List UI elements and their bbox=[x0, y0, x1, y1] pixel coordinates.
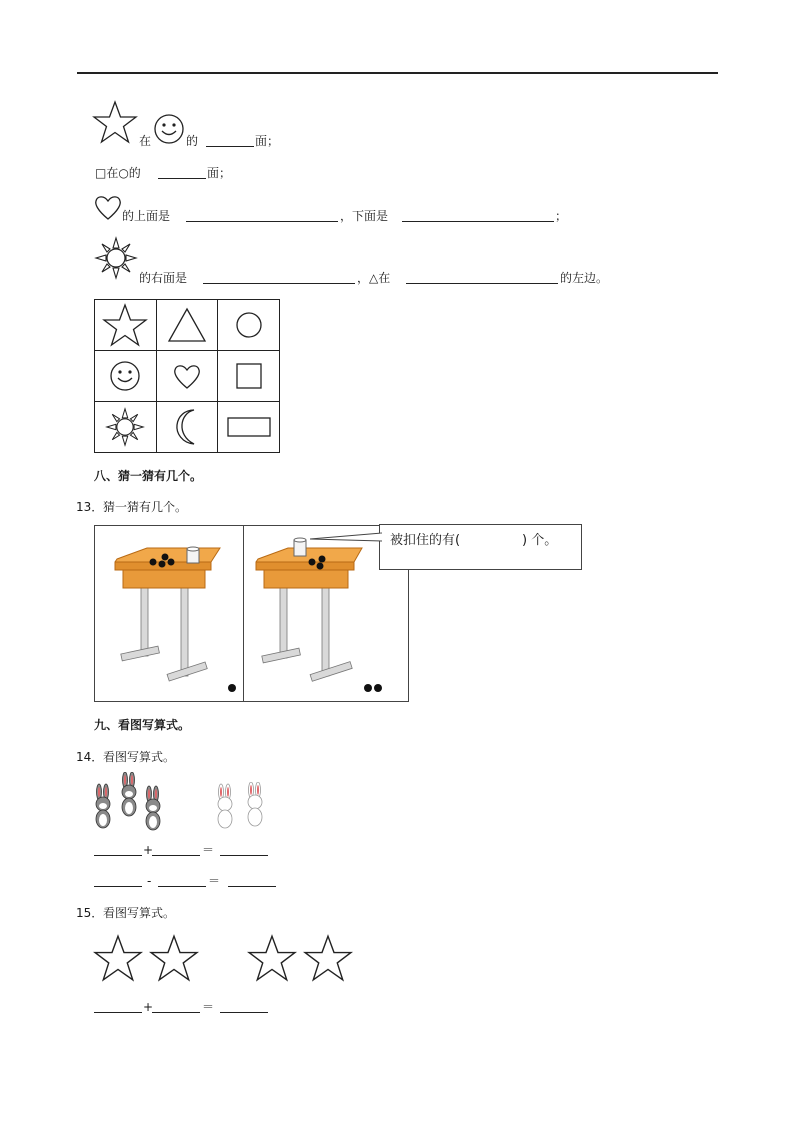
star-icon bbox=[92, 100, 138, 144]
q14-number: 14． bbox=[76, 750, 104, 764]
plus-sign: + bbox=[143, 843, 154, 857]
moon-icon bbox=[172, 407, 202, 447]
white-rabbits-group bbox=[210, 782, 276, 834]
section-8-heading: 八、猜一猜有几个。 bbox=[94, 469, 203, 483]
answer-blank[interactable] bbox=[158, 166, 206, 179]
answer-blank[interactable] bbox=[186, 209, 338, 222]
grid-cell bbox=[218, 351, 280, 402]
answer-blank[interactable] bbox=[220, 843, 268, 856]
smiley-icon bbox=[153, 113, 185, 145]
heart-icon bbox=[93, 193, 123, 221]
callout-text-right: ) 个。 bbox=[522, 533, 558, 548]
callout-pointer bbox=[310, 531, 382, 543]
speech-callout bbox=[379, 524, 582, 570]
header-rule bbox=[77, 72, 718, 74]
equals-sign: ＝ bbox=[202, 1000, 215, 1014]
q14-text: 看图写算式。 bbox=[103, 750, 176, 764]
desk-panel-left bbox=[94, 525, 245, 702]
sun-icon bbox=[105, 407, 145, 447]
grid-cell bbox=[95, 351, 157, 402]
answer-blank[interactable] bbox=[206, 134, 254, 147]
answer-blank[interactable] bbox=[94, 843, 142, 856]
q12-word-de: 的 bbox=[186, 134, 199, 148]
q12-line4-sep: ，△在 bbox=[357, 271, 391, 285]
answer-blank[interactable] bbox=[94, 1000, 142, 1013]
grid-cell bbox=[95, 402, 157, 453]
q12-line2-suffix: 面； bbox=[207, 166, 232, 180]
circle-icon bbox=[234, 310, 264, 340]
answer-blank[interactable] bbox=[402, 209, 554, 222]
q15-number: 15． bbox=[76, 906, 104, 920]
star-icon bbox=[102, 303, 148, 347]
q12-line4-text: 的右面是 bbox=[139, 271, 188, 285]
minus-sign: - bbox=[147, 874, 152, 888]
answer-blank[interactable] bbox=[203, 271, 355, 284]
equals-sign: ＝ bbox=[208, 874, 221, 888]
q12-line3-text: 的上面是 bbox=[122, 209, 171, 223]
star-icon bbox=[148, 934, 200, 982]
q13-text: 猜一猜有几个。 bbox=[103, 500, 188, 514]
grid-cell bbox=[156, 351, 217, 402]
rabbit-icon bbox=[96, 784, 110, 828]
grid-cell bbox=[95, 300, 157, 351]
answer-blank[interactable] bbox=[152, 843, 200, 856]
q12-line3-end: ； bbox=[555, 209, 568, 223]
q15-text: 看图写算式。 bbox=[103, 906, 176, 920]
star-icon bbox=[302, 934, 354, 982]
grid-cell bbox=[218, 402, 280, 453]
heart-icon bbox=[172, 362, 202, 390]
desk-illustration bbox=[95, 526, 244, 701]
answer-blank[interactable] bbox=[158, 874, 206, 887]
answer-blank[interactable] bbox=[220, 1000, 268, 1013]
shape-grid bbox=[94, 299, 280, 453]
equals-sign: ＝ bbox=[202, 843, 215, 857]
answer-blank[interactable] bbox=[152, 1000, 200, 1013]
answer-blank[interactable] bbox=[406, 271, 558, 284]
plus-sign: + bbox=[143, 1000, 154, 1014]
section-9-heading: 九、看图写算式。 bbox=[94, 718, 191, 732]
gray-rabbits-group bbox=[90, 772, 180, 834]
q13-number: 13． bbox=[76, 500, 104, 514]
grid-cell bbox=[156, 402, 217, 453]
q12-line1-suffix: 面； bbox=[255, 134, 280, 148]
answer-blank[interactable] bbox=[94, 874, 142, 887]
grid-cell bbox=[156, 300, 217, 351]
smiley-icon bbox=[109, 360, 141, 392]
answer-blank[interactable] bbox=[228, 874, 276, 887]
sun-icon bbox=[94, 236, 138, 280]
grid-cell bbox=[218, 300, 280, 351]
rectangle-icon bbox=[226, 416, 272, 438]
q12-line4-end: 的左边。 bbox=[560, 271, 609, 285]
q12-line3-sep: ，下面是 bbox=[340, 209, 389, 223]
star-icon bbox=[246, 934, 298, 982]
callout-text-left: 被扣住的有( bbox=[390, 533, 461, 548]
square-icon bbox=[235, 362, 263, 390]
q12-word-zai: 在 bbox=[139, 134, 152, 148]
star-icon bbox=[92, 934, 144, 982]
triangle-icon bbox=[166, 306, 208, 344]
q12-line2-text: □在○的 bbox=[95, 166, 141, 180]
